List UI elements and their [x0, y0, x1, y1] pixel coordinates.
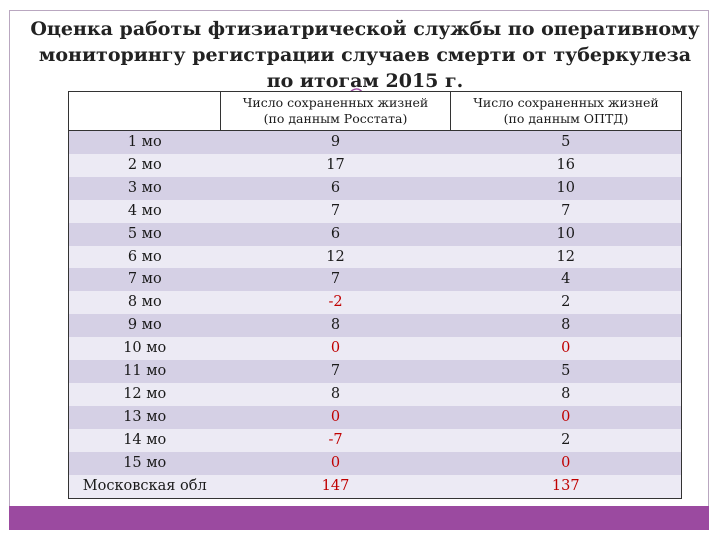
- title-line-3: по итогам 2015 г.: [266, 70, 464, 92]
- optd-value: 137: [451, 475, 682, 498]
- data-table: [68, 91, 682, 499]
- table-row: [69, 383, 682, 406]
- row-name: 5 мо: [69, 223, 221, 246]
- table-row: [69, 291, 682, 314]
- row-name: 11 мо: [69, 360, 221, 383]
- table-row: [69, 131, 682, 154]
- optd-value: 10: [451, 177, 682, 200]
- table-row: [69, 200, 682, 223]
- rosstat-value: 6: [221, 177, 451, 200]
- table-row-total: [69, 475, 682, 498]
- row-name: 1 мо: [69, 131, 221, 154]
- row-name: 9 мо: [69, 314, 221, 337]
- rosstat-value: -7: [221, 429, 451, 452]
- table-row: [69, 452, 682, 475]
- row-name: 10 мо: [69, 337, 221, 360]
- optd-value: 12: [451, 246, 682, 269]
- header-rosstat-line-1: Число сохраненных жизней: [242, 95, 429, 110]
- row-name: 12 мо: [69, 383, 221, 406]
- table-row: [69, 177, 682, 200]
- table-row: [69, 246, 682, 269]
- optd-value: 0: [451, 406, 682, 429]
- row-name: 8 мо: [69, 291, 221, 314]
- row-name: 13 мо: [69, 406, 221, 429]
- title-line-1: Оценка работы фтизиатрической службы по оперативному: [30, 18, 700, 40]
- header-rosstat-line-2: (по данным Росстата): [263, 111, 408, 126]
- bottom-accent-bar: [9, 506, 709, 530]
- rosstat-value: 0: [221, 452, 451, 475]
- rosstat-value: 17: [221, 154, 451, 177]
- rosstat-value: 147: [221, 475, 451, 498]
- rosstat-value: 9: [221, 131, 451, 154]
- rosstat-value: 0: [221, 406, 451, 429]
- row-name: 7 мо: [69, 268, 221, 291]
- table-row: [69, 223, 682, 246]
- optd-value: 8: [451, 383, 682, 406]
- optd-value: 2: [451, 291, 682, 314]
- title-line-2: мониторингу регистрации случаев смерти от туберкулеза: [38, 44, 692, 66]
- rosstat-value: 7: [221, 360, 451, 383]
- optd-value: 5: [451, 360, 682, 383]
- optd-value: 8: [451, 314, 682, 337]
- row-name: Московская обл: [69, 475, 221, 498]
- row-name: 4 мо: [69, 200, 221, 223]
- rosstat-value: 8: [221, 314, 451, 337]
- table-row: [69, 314, 682, 337]
- row-name: 14 мо: [69, 429, 221, 452]
- table-row: [69, 406, 682, 429]
- table-row: [69, 429, 682, 452]
- row-name: 15 мо: [69, 452, 221, 475]
- rosstat-value: 12: [221, 246, 451, 269]
- rosstat-value: 8: [221, 383, 451, 406]
- optd-value: 7: [451, 200, 682, 223]
- table-header-row: [69, 92, 682, 131]
- row-name: 2 мо: [69, 154, 221, 177]
- table-row: [69, 337, 682, 360]
- optd-value: 10: [451, 223, 682, 246]
- rosstat-value: 0: [221, 337, 451, 360]
- rosstat-value: 7: [221, 268, 451, 291]
- header-optd: [451, 92, 682, 131]
- row-name: 6 мо: [69, 246, 221, 269]
- optd-value: 0: [451, 452, 682, 475]
- rosstat-value: 6: [221, 223, 451, 246]
- optd-value: 2: [451, 429, 682, 452]
- header-optd-line-2: (по данным ОПТД): [503, 111, 629, 126]
- row-name: 3 мо: [69, 177, 221, 200]
- header-region: [69, 92, 221, 131]
- header-rosstat: [221, 92, 451, 131]
- table-row: [69, 154, 682, 177]
- optd-value: 0: [451, 337, 682, 360]
- table-row: [69, 268, 682, 291]
- rosstat-value: -2: [221, 291, 451, 314]
- table-row: [69, 360, 682, 383]
- optd-value: 4: [451, 268, 682, 291]
- optd-value: 5: [451, 131, 682, 154]
- header-optd-line-1: Число сохраненных жизней: [473, 95, 659, 110]
- rosstat-value: 7: [221, 200, 451, 223]
- optd-value: 16: [451, 154, 682, 177]
